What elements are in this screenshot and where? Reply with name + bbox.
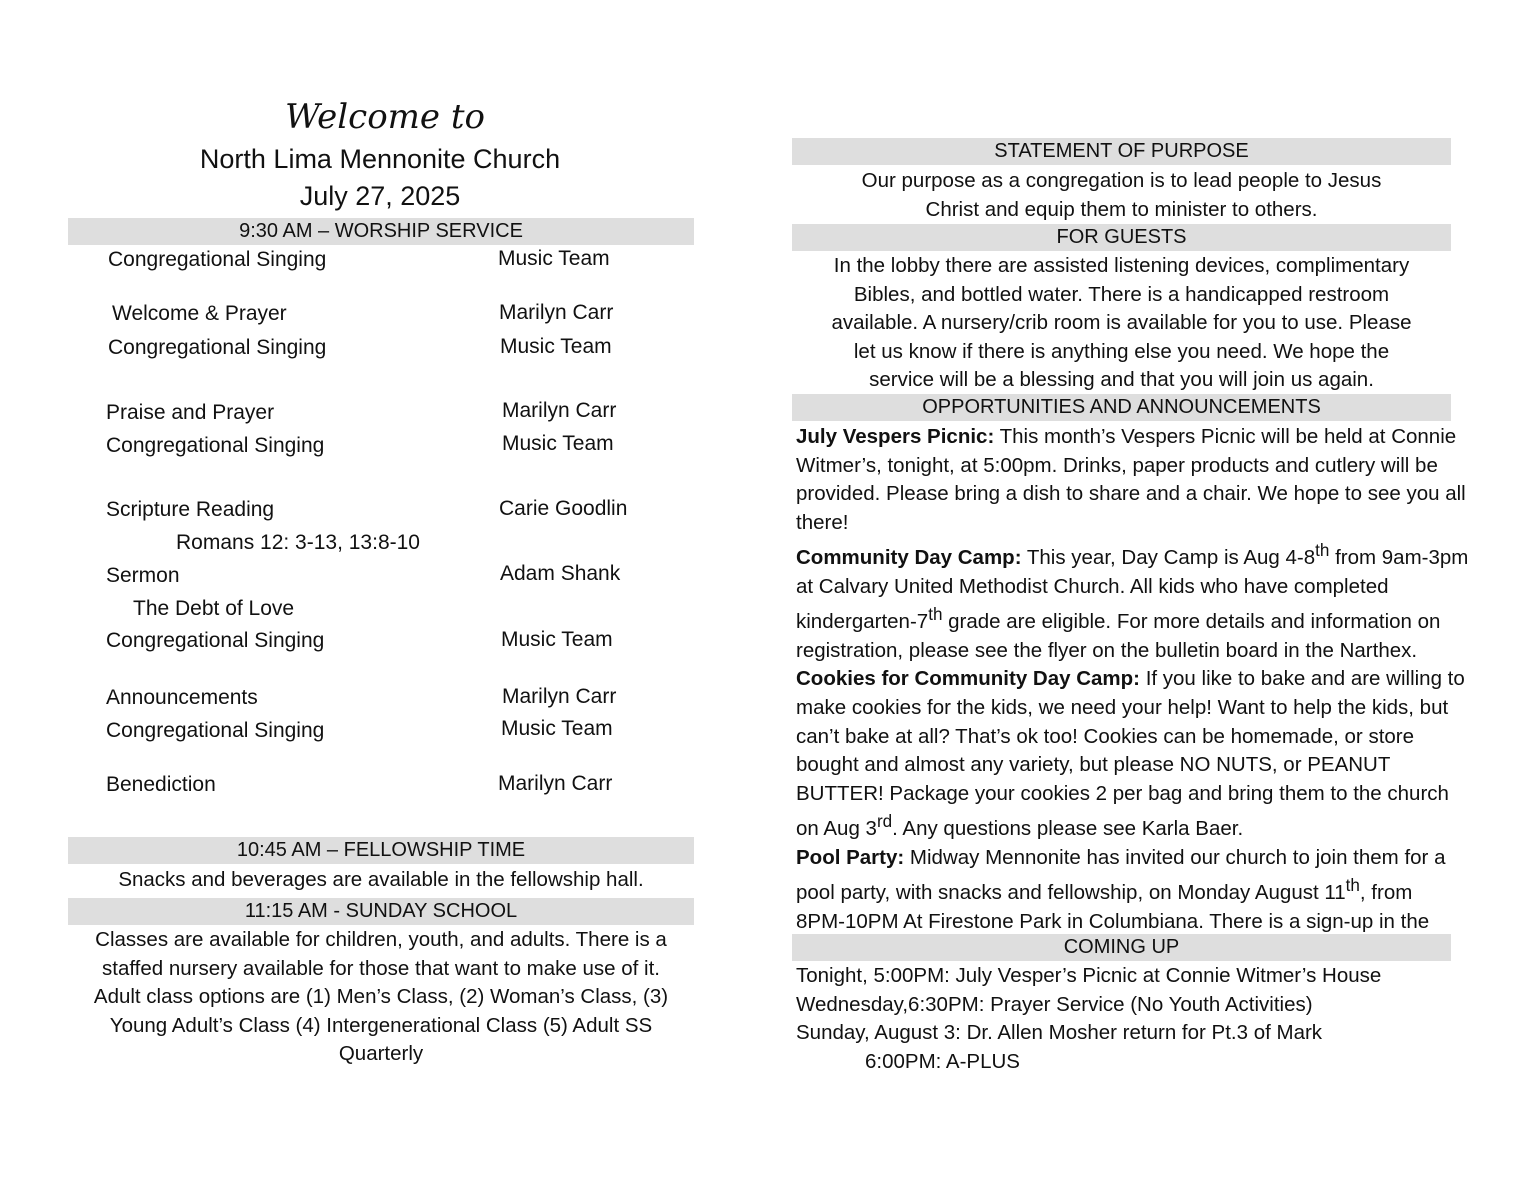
sunday-school-line: Quarterly: [338, 1042, 424, 1066]
bulletin-date: July 27, 2025: [299, 181, 461, 211]
day-camp-text: at Calvary United Methodist Church. All kids who have completed: [796, 574, 1389, 598]
worship-item-leader: Music Team: [500, 335, 612, 358]
ordinal-suffix: rd: [876, 812, 893, 832]
pool-party-label: Pool Party:: [796, 845, 905, 869]
cookies-text: bought and almost any variety, but please NO NUTS, or PEANUT: [796, 753, 1391, 777]
fellowship-time-header: 10:45 AM – FELLOWSHIP TIME: [68, 837, 694, 864]
day-camp-text: from 9am-3pm: [1329, 546, 1469, 570]
ordinal-suffix: th: [928, 605, 943, 625]
worship-item-part: Scripture Reading: [106, 498, 275, 521]
coming-up-header: COMING UP: [792, 934, 1451, 961]
pool-party-text: pool party, with snacks and fellowship, on Monday August 11: [796, 881, 1346, 905]
vespers-text: This month’s Vespers Picnic will be held at Connie: [994, 425, 1457, 448]
coming-up-item: Sunday, August 3: Dr. Allen Mosher return for Pt.3 of Mark: [796, 1021, 1323, 1044]
ordinal-suffix: th: [1315, 541, 1330, 561]
day-camp-text: This year, Day Camp is Aug 4-8: [1021, 546, 1316, 570]
sermon-title: The Debt of Love: [133, 597, 295, 620]
worship-service-header: 9:30 AM – WORSHIP SERVICE: [68, 218, 694, 245]
worship-item-part: Congregational Singing: [106, 434, 325, 457]
sunday-school-line: Young Adult’s Class (4) Intergenerational Class (5) Adult SS: [109, 1013, 653, 1037]
guests-line: In the lobby there are assisted listening devices, complimentary: [833, 254, 1410, 277]
fellowship-text: Snacks and beverages are available in the fellowship hall.: [118, 868, 644, 891]
purpose-line: Christ and equip them to minister to others.: [925, 197, 1318, 221]
worship-item-part: Welcome & Prayer: [112, 302, 287, 325]
guests-line: let us know if there is anything else you need. We hope the: [853, 339, 1390, 363]
worship-item-leader: Carie Goodlin: [499, 497, 628, 520]
statement-of-purpose-header: STATEMENT OF PURPOSE: [792, 138, 1451, 165]
sunday-school-line: staffed nursery available for those that want to make use of it.: [102, 956, 660, 980]
cookies-text: on Aug 3: [796, 817, 877, 841]
worship-item-leader: Marilyn Carr: [502, 685, 617, 708]
worship-item-leader: Marilyn Carr: [499, 301, 614, 324]
cookies-text: . Any questions please see Karla Baer.: [892, 817, 1244, 841]
scripture-reference: Romans 12: 3-13, 13:8-10: [176, 531, 420, 554]
worship-item-leader: Music Team: [498, 247, 610, 270]
pool-party-text: 8PM-10PM At Firestone Park in Columbiana. There is a sign-up in the: [796, 909, 1430, 933]
day-camp-text: registration, please see the flyer on the bulletin board in the Narthex.: [796, 638, 1418, 662]
cookies-label: Cookies for Community Day Camp:: [796, 667, 1140, 691]
vespers-text: Witmer’s, tonight, at 5:00pm. Drinks, paper products and cutlery will be: [796, 453, 1438, 477]
cookies-text: make cookies for the kids, we need your help! Want to help the kids, but: [796, 696, 1449, 719]
welcome-heading: Welcome to: [285, 97, 485, 137]
vespers-label: July Vespers Picnic:: [796, 425, 995, 448]
church-name: North Lima Mennonite Church: [199, 144, 561, 174]
ordinal-suffix: th: [1345, 876, 1360, 896]
cookies-text: If you like to bake and are willing to: [1140, 667, 1465, 691]
coming-up-item: Wednesday,6:30PM: Prayer Service (No Youth Activities): [796, 993, 1313, 1016]
vespers-text: there!: [796, 510, 849, 534]
worship-item-part: Praise and Prayer: [106, 401, 275, 424]
purpose-line: Our purpose as a congregation is to lead people to Jesus: [861, 169, 1382, 192]
vespers-text: provided. Please bring a dish to share and a chair. We hope to see you all: [796, 482, 1466, 506]
worship-item-leader: Music Team: [501, 717, 613, 740]
sunday-school-text: [68, 926, 694, 1069]
announcements-header: OPPORTUNITIES AND ANNOUNCEMENTS: [792, 394, 1451, 421]
cookies-text: can’t bake at all? That’s ok too! Cookies can be homemade, or store: [796, 724, 1415, 748]
day-camp-label: Community Day Camp:: [796, 546, 1022, 570]
pool-party-text: , from: [1359, 881, 1413, 905]
coming-up-item: 6:00PM: A-PLUS: [865, 1050, 1020, 1073]
pool-party-text: Midway Mennonite has invited our church to join them for a: [904, 845, 1446, 869]
worship-item-leader: Marilyn Carr: [502, 399, 617, 422]
worship-item-part: Congregational Singing: [106, 719, 325, 742]
sunday-school-header: 11:15 AM - SUNDAY SCHOOL: [68, 898, 694, 925]
worship-item-leader: Adam Shank: [500, 562, 621, 585]
sunday-school-line: Adult class options are (1) Men’s Class, (2) Woman’s Class, (3): [93, 985, 669, 1009]
day-camp-text: grade are eligible. For more details and information on: [942, 610, 1441, 634]
worship-item-part: Benediction: [106, 773, 216, 796]
coming-up-item: Tonight, 5:00PM: July Vesper’s Picnic at Connie Witmer’s House: [796, 964, 1382, 987]
worship-item-leader: Music Team: [501, 628, 613, 651]
worship-item-part: Sermon: [106, 564, 180, 587]
day-camp-text: kindergarten-7: [796, 610, 929, 634]
sunday-school-line: Classes are available for children, youth, and adults. There is a: [95, 928, 667, 951]
worship-item-leader: Marilyn Carr: [498, 772, 613, 795]
guests-line: available. A nursery/crib room is available for you to use. Please: [831, 311, 1412, 335]
announcements-text: [796, 423, 1496, 965]
worship-item-part: Congregational Singing: [106, 629, 325, 652]
for-guests-header: FOR GUESTS: [792, 224, 1451, 251]
guests-line: service will be a blessing and that you will join us again.: [869, 368, 1374, 392]
purpose-text: [792, 167, 1451, 224]
worship-item-leader: Music Team: [502, 432, 614, 455]
cookies-text: BUTTER! Package your cookies 2 per bag and bring them to the church: [796, 781, 1449, 805]
worship-item-part: Congregational Singing: [108, 248, 327, 271]
guests-text: [792, 252, 1451, 395]
worship-item-part: Congregational Singing: [108, 336, 327, 359]
worship-item-part: Announcements: [106, 686, 258, 709]
guests-line: Bibles, and bottled water. There is a handicapped restroom: [853, 282, 1390, 306]
